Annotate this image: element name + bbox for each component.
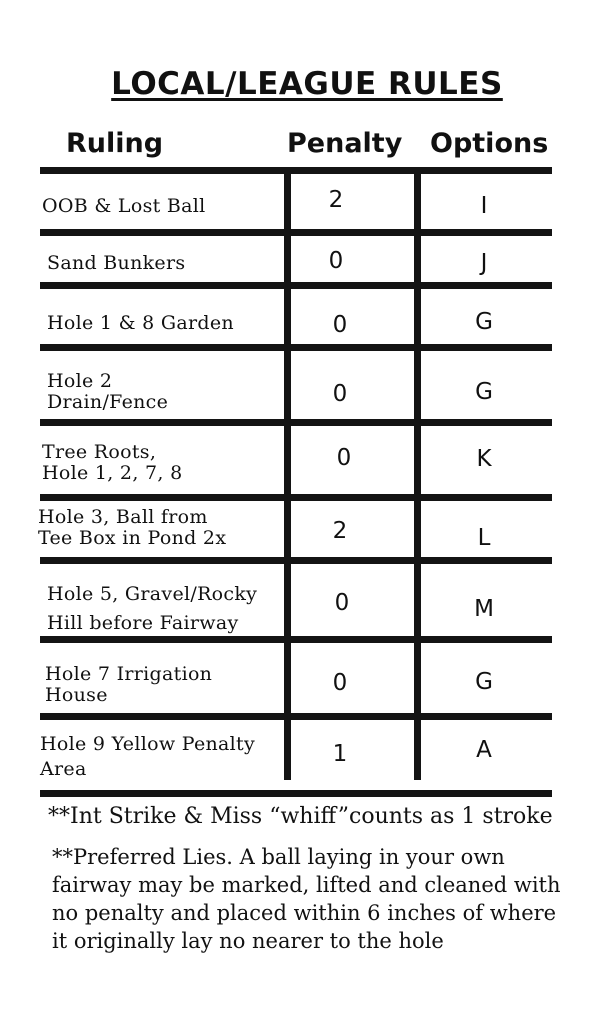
note-line: no penalty and placed within 6 inches of where [52, 901, 557, 925]
penalty-cell: 0 [334, 590, 350, 616]
row-divider [40, 494, 552, 501]
option-cell: A [476, 737, 492, 763]
column-divider [284, 172, 291, 780]
penalty-cell: 0 [332, 670, 348, 696]
option-cell: G [475, 669, 493, 695]
option-cell: K [476, 446, 492, 472]
whiff-note: **Int Strike & Miss “whiff”counts as 1 stroke [48, 804, 553, 829]
row-divider [40, 636, 552, 643]
row-divider [40, 229, 552, 236]
penalty-cell: 1 [332, 741, 348, 767]
penalty-cell: 0 [332, 381, 348, 407]
ruling-cell [47, 313, 234, 334]
ruling-line: Hole 3, Ball from [38, 506, 208, 528]
penalty-cell: 0 [328, 248, 344, 274]
row-divider [40, 344, 552, 351]
option-cell: M [474, 596, 494, 622]
ruling-cell [40, 734, 255, 780]
ruling-line: House [45, 684, 108, 706]
header-ruling: Ruling [66, 128, 164, 159]
row-divider [40, 282, 552, 289]
ruling-line: Hole 2 [47, 370, 113, 392]
penalty-cell: 0 [336, 445, 352, 471]
ruling-cell [45, 664, 212, 706]
header-options: Options [430, 128, 549, 159]
header-penalty: Penalty [287, 128, 403, 159]
option-cell: L [477, 525, 491, 551]
penalty-cell: 2 [332, 518, 348, 544]
penalty-cell: 0 [332, 312, 348, 338]
ruling-cell [42, 442, 182, 484]
ruling-cell [47, 253, 185, 274]
ruling-line: Hole 9 Yellow Penalty [40, 733, 256, 755]
row-divider [40, 419, 552, 426]
row-divider [40, 713, 552, 720]
ruling-line: Drain/Fence [47, 391, 169, 413]
ruling-cell [38, 507, 226, 549]
ruling-line: Sand Bunkers [47, 252, 186, 274]
ruling-cell [47, 371, 168, 413]
ruling-line: Hole 1, 2, 7, 8 [42, 462, 183, 484]
row-divider [40, 167, 552, 174]
column-divider [414, 172, 421, 780]
note-line: fairway may be marked, lifted and cleaned with [52, 873, 561, 897]
ruling-line: Hole 5, Gravel/Rocky [47, 583, 258, 605]
note-line: it originally lay no nearer to the hole [52, 929, 444, 953]
row-divider [40, 557, 552, 564]
option-cell: G [475, 379, 493, 405]
penalty-cell: 2 [328, 187, 344, 213]
ruling-line: Hole 7 Irrigation [45, 663, 213, 685]
option-cell: J [480, 250, 488, 276]
row-divider [40, 790, 552, 797]
page-title: LOCAL/LEAGUE RULES [111, 66, 503, 102]
ruling-line: Area [40, 758, 87, 780]
ruling-line: Tee Box in Pond 2x [38, 527, 227, 549]
ruling-line: OOB & Lost Ball [42, 195, 206, 217]
option-cell: G [475, 309, 493, 335]
ruling-line: Hill before Fairway [47, 612, 239, 634]
ruling-line: Tree Roots, [42, 441, 157, 463]
ruling-cell [47, 584, 257, 634]
preferred-lies-note [52, 843, 562, 955]
ruling-cell [42, 196, 206, 217]
note-line: **Preferred Lies. A ball laying in your own [52, 845, 505, 869]
option-cell: I [480, 193, 488, 219]
ruling-line: Hole 1 & 8 Garden [47, 312, 234, 334]
